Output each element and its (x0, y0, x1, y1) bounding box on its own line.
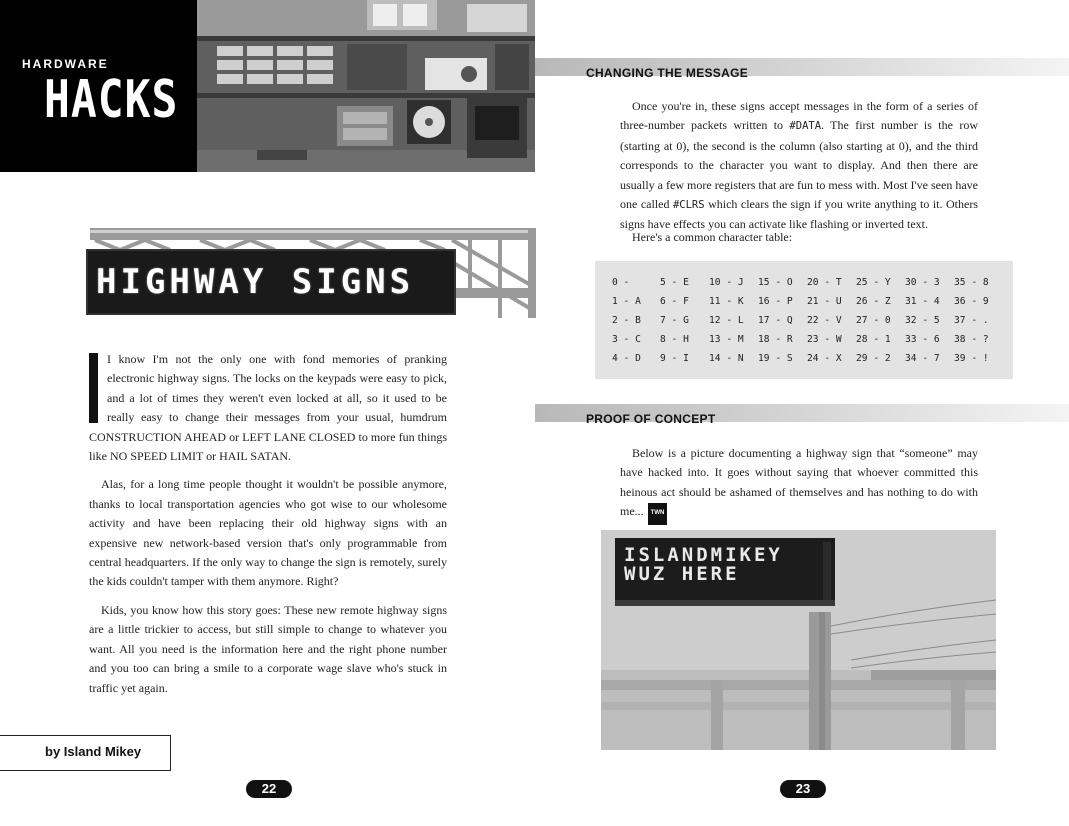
text-run: Below is a picture documenting a highway sign that “someone” may have hacked into. It goes without saying that whoever committed this heinous act should be ashamed of themselves and has nothing to do with me... (620, 446, 978, 519)
char-table-cell: 16 - P (758, 296, 793, 307)
char-table-cell: 13 - M (709, 334, 744, 345)
char-table-cell: 35 - 8 (954, 277, 989, 288)
char-table-cell: 22 - V (807, 315, 842, 326)
photo-sign-text (624, 546, 783, 584)
article-title: HIGHWAY SIGNS (96, 262, 415, 302)
char-table-cell: 37 - . (954, 315, 989, 326)
char-table-cell: 11 - K (709, 296, 744, 307)
char-table-cell: 30 - 3 (905, 277, 940, 288)
char-table-cell: 28 - 1 (856, 334, 891, 345)
text-run: Once you're in, these signs accept messages in the form of a series of three-number packets written to (620, 99, 978, 133)
char-table-cell: 8 - H (660, 334, 689, 345)
paragraph-2: Alas, for a long time people thought it wouldn't be possible anymore, thanks to local transportation agencies who got wise to our wholesome activity and have been replacing their old highway signs with an expensive new network-based version that's only programmable from central headquarters. If the only way to change the sign is remotely, surely the kids couldn't tamper with them anymore. Right? (89, 477, 447, 589)
char-table-cell: 4 - D (612, 353, 641, 364)
char-table-cell: 38 - ? (954, 334, 989, 345)
char-table-cell: 15 - O (758, 277, 793, 288)
char-table-cell: 21 - U (807, 296, 842, 307)
drop-cap-bar (89, 353, 98, 423)
char-table-cell: 19 - S (758, 353, 793, 364)
char-table-cell: 17 - Q (758, 315, 793, 326)
series-title: HACKS (44, 70, 179, 130)
char-table-cell: 2 - B (612, 315, 641, 326)
char-table-cell: 9 - I (660, 353, 689, 364)
char-table-cell: 18 - R (758, 334, 793, 345)
char-table-cell: 20 - T (807, 277, 842, 288)
photo-sign-line-2: WUZ HERE (624, 563, 740, 585)
text-run: . The first number is the row (starting at 0), the second is the column (also starting at 0), and the third corresponds to the character you want to display. And then there are usually a few more registers that are fun to mess with. Most I've seen have one called (620, 118, 978, 212)
char-table-cell: 24 - X (807, 353, 842, 364)
intro-paragraph: I know I'm not the only one with fond memories of pranking electronic highway signs. The locks on the keypads were easy to pick, and a lot of times they weren't even locked at all, so it used to be really easy to change their messages from your usual, humdrum CONSTRUCTION AHEAD or LEFT LANE CLOSED to more fun things like NO SPEED LIMIT or HAIL SATAN. (89, 352, 447, 464)
series-kicker: HARDWARE (22, 57, 109, 71)
char-table-cell: 32 - 5 (905, 315, 940, 326)
changing-message-paragraph (620, 97, 978, 235)
character-table (595, 261, 1013, 379)
char-table-cell: 36 - 9 (954, 296, 989, 307)
char-table-cell: 12 - L (709, 315, 744, 326)
twn-badge: TWN (648, 503, 668, 524)
register-data-code: #DATA (789, 120, 822, 133)
section-heading-changing-message: CHANGING THE MESSAGE (586, 66, 749, 80)
left-column (89, 350, 447, 698)
section-heading-proof-of-concept: PROOF OF CONCEPT (586, 412, 716, 426)
char-table-cell: 6 - F (660, 296, 689, 307)
electronics-shelf-illustration (197, 0, 535, 172)
char-table-cell: 10 - J (709, 277, 744, 288)
char-table-cell: 5 - E (660, 277, 689, 288)
char-table-cell: 26 - Z (856, 296, 891, 307)
char-table-cell: 27 - 0 (856, 315, 891, 326)
char-table-cell: 29 - 2 (856, 353, 891, 364)
text-run: which clears the sign if you write anything to it. Others signs have effects you can activate like flashing or inverted text. (620, 197, 978, 232)
paragraph-3: Kids, you know how this story goes: These new remote highway signs are a little trickier to access, but still simple to change to whatever you want. All you need is the information here and the right phone number and you too can bring a smile to a corporate wage slave who's stuck in traffic yet again. (89, 602, 447, 695)
char-table-cell: 23 - W (807, 334, 842, 345)
char-table-cell: 7 - G (660, 315, 689, 326)
char-table-cell: 33 - 6 (905, 334, 940, 345)
char-table-cell: 0 - (612, 277, 630, 288)
proof-of-concept-paragraph (620, 444, 978, 525)
char-table-cell: 31 - 4 (905, 296, 940, 307)
char-table-cell: 34 - 7 (905, 353, 940, 364)
page-number-left: 22 (246, 780, 292, 798)
register-clrs-code: #CLRS (672, 199, 705, 212)
char-table-cell: 25 - Y (856, 277, 891, 288)
char-table-cell: 14 - N (709, 353, 744, 364)
character-table-intro: Here's a common character table: (632, 230, 793, 244)
char-table-cell: 39 - ! (954, 353, 989, 364)
author-byline: by Island Mikey (45, 744, 142, 759)
char-table-cell: 1 - A (612, 296, 641, 307)
photo-sign-line-1: ISLANDMIKEY (624, 544, 783, 566)
char-table-cell: 3 - C (612, 334, 641, 345)
page-number-right: 23 (780, 780, 826, 798)
